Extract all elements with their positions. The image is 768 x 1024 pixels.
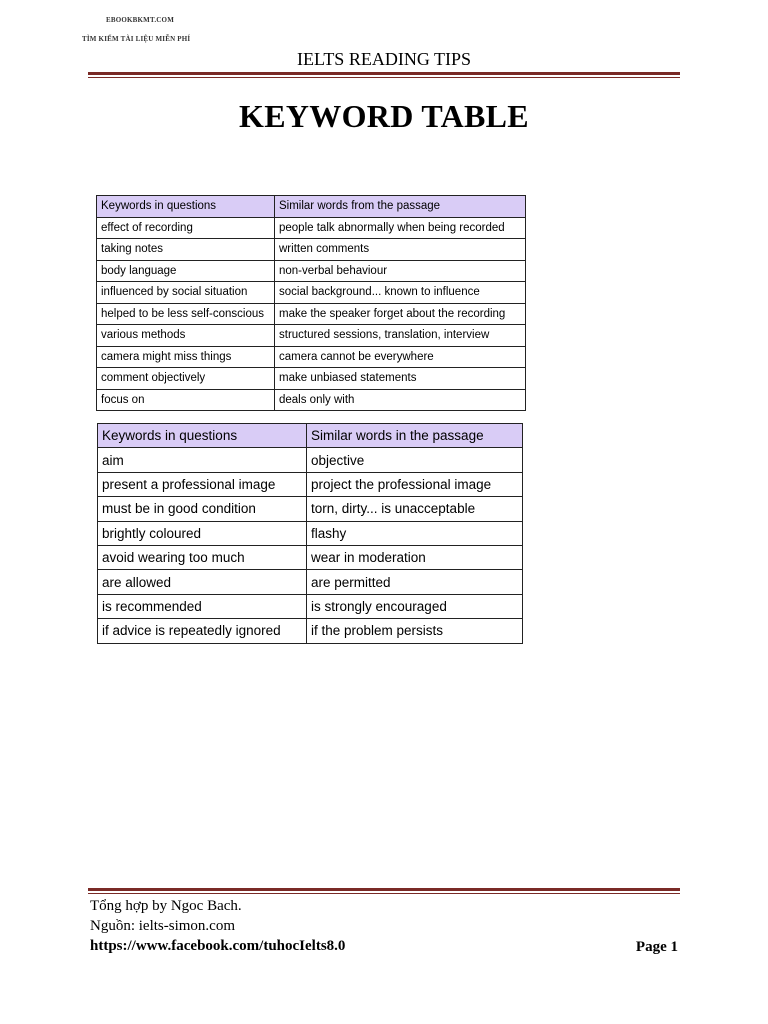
similar-words-cell: written comments [275,239,526,261]
page-title: KEYWORD TABLE [239,98,529,134]
similar-words-cell: flashy [307,521,523,545]
keyword-cell: focus on [97,389,275,411]
table-header-row [97,196,526,218]
keyword-cell: present a professional image [98,472,307,496]
column-header-similar-words: Similar words in the passage [307,424,523,448]
similar-words-cell: make the speaker forget about the recording [275,303,526,325]
keyword-cell: influenced by social situation [97,282,275,304]
table-row [97,217,526,239]
keyword-cell: effect of recording [97,217,275,239]
column-header-keywords: Keywords in questions [98,424,307,448]
keyword-table-1 [96,195,526,411]
similar-words-cell: project the professional image [307,472,523,496]
table-row [98,619,523,643]
similar-words-cell: camera cannot be everywhere [275,346,526,368]
keyword-cell: must be in good condition [98,497,307,521]
table-row [98,570,523,594]
keyword-cell: camera might miss things [97,346,275,368]
table-row [98,545,523,569]
header-rule [88,72,680,78]
similar-words-cell: is strongly encouraged [307,594,523,618]
similar-words-cell: social background... known to influence [275,282,526,304]
footer-compiled-by: Tổng hợp by Ngoc Bach. [90,898,242,914]
similar-words-cell: people talk abnormally when being recorded [275,217,526,239]
page-number: Page 1 [635,939,678,955]
keyword-cell: taking notes [97,239,275,261]
table-row [98,521,523,545]
keyword-cell: various methods [97,325,275,347]
table-row [97,389,526,411]
keyword-cell: avoid wearing too much [98,545,307,569]
similar-words-cell: are permitted [307,570,523,594]
footer-rule [88,888,680,894]
similar-words-cell: torn, dirty... is unacceptable [307,497,523,521]
page-header: IELTS READING TIPS [296,49,471,69]
keyword-cell: body language [97,260,275,282]
table-row [97,303,526,325]
keyword-cell: helped to be less self-conscious [97,303,275,325]
similar-words-cell: deals only with [275,389,526,411]
similar-words-cell: wear in moderation [307,545,523,569]
keyword-table-2 [97,423,523,644]
keyword-cell: if advice is repeatedly ignored [98,619,307,643]
table-row [97,346,526,368]
watermark-site: EBOOKBKMT.COM [106,16,174,24]
footer-source: Nguồn: ielts-simon.com [90,918,235,934]
table-row [98,472,523,496]
table-row [97,325,526,347]
similar-words-cell: make unbiased statements [275,368,526,390]
table-row [98,497,523,521]
similar-words-cell: structured sessions, translation, interview [275,325,526,347]
keyword-cell: are allowed [98,570,307,594]
column-header-similar-words: Similar words from the passage [275,196,526,218]
table-row [98,594,523,618]
table-header-row [98,424,523,448]
table-row [97,260,526,282]
footer-facebook-link[interactable]: https://www.facebook.com/tuhocIelts8.0 [90,938,346,954]
keyword-cell: brightly coloured [98,521,307,545]
table-row [98,448,523,472]
column-header-keywords: Keywords in questions [97,196,275,218]
table-row [97,368,526,390]
similar-words-cell: if the problem persists [307,619,523,643]
table-row [97,282,526,304]
keyword-cell: is recommended [98,594,307,618]
similar-words-cell: objective [307,448,523,472]
table-row [97,239,526,261]
watermark-tagline: TÌM KIẾM TÀI LIỆU MIỄN PHÍ [82,35,191,43]
similar-words-cell: non-verbal behaviour [275,260,526,282]
keyword-cell: aim [98,448,307,472]
keyword-cell: comment objectively [97,368,275,390]
